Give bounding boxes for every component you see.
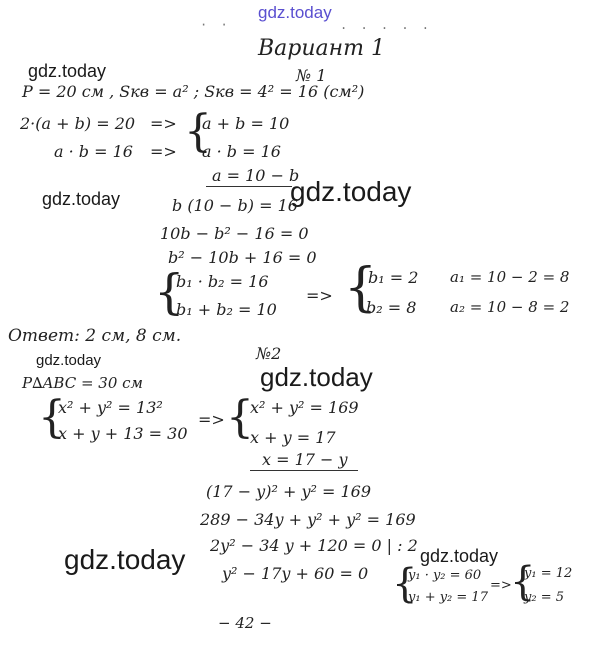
task2-arrow1: => [198, 410, 225, 429]
task2-sys-a: x² + y² = 13² [58, 398, 163, 417]
watermark-1: gdz.today [28, 61, 107, 81]
task1-given: P = 20 см , Sкв = a² ; Sкв = 4² = 16 (см²) [22, 82, 365, 101]
task1-vieta2: b₁ + b₂ = 10 [176, 300, 277, 319]
task2-brace2: { [226, 392, 254, 443]
header-scribble: · · [200, 18, 231, 32]
task1-sub: a = 10 − b [212, 166, 300, 185]
task1-sub-underline [206, 186, 292, 187]
task2-sys2a: x² + y² = 169 [250, 398, 359, 417]
task2-step3: 2y² − 34 y + 120 = 0 | : 2 [210, 536, 418, 555]
task1-sys1b: a · b = 16 [202, 142, 281, 161]
task1-step2: 10b − b² − 16 = 0 [160, 224, 309, 243]
task1-brace2: { [154, 264, 185, 320]
task2-vieta2: y₁ + y₂ = 17 [408, 590, 488, 605]
task1-step1: b (10 − b) = 16 [172, 196, 298, 215]
variant-title: Вариант 1 [258, 36, 385, 61]
task1-answer: Ответ: 2 см, 8 см. [8, 326, 182, 346]
task1-root2: b₂ = 8 [366, 298, 417, 317]
task1-brace3: { [344, 258, 378, 318]
watermark-6: gdz.today [64, 544, 186, 575]
watermark-2: gdz.today [42, 189, 121, 209]
task2-step2: 289 − 34y + y² + y² = 169 [200, 510, 416, 529]
task2-root1: y₁ = 12 [524, 566, 573, 581]
task2-sub: x = 17 − y [262, 450, 348, 469]
task1-sys1a: a + b = 10 [202, 114, 290, 133]
task1-step3: b² − 10b + 16 = 0 [168, 248, 317, 267]
watermark-4: gdz.today [36, 352, 102, 369]
task1-brace1: { [184, 106, 212, 157]
task2-sub-underline [250, 470, 358, 471]
task1-eq1a: 2·(a + b) = 20 [20, 114, 136, 133]
task1-arrow3: => [306, 286, 333, 305]
task1-eq1b: a · b = 16 [54, 142, 133, 161]
task1-vieta1: b₁ · b₂ = 16 [176, 272, 269, 291]
task2-vieta1: y₁ · y₂ = 60 [408, 568, 482, 583]
task1-a2: a₂ = 10 − 8 = 2 [450, 298, 570, 316]
page-number: − 42 − [218, 614, 272, 632]
task2-number: №2 [256, 344, 282, 363]
header-scribble-right: . . . . . [340, 18, 433, 32]
task2-root2: y₂ = 5 [524, 590, 564, 605]
watermark-5: gdz.today [260, 362, 373, 392]
task2-brace3: { [392, 561, 418, 607]
task1-arrow2: => [150, 142, 177, 161]
task2-brace4: { [510, 559, 536, 605]
task2-arrow2: => [490, 578, 512, 593]
watermark-3: gdz.today [290, 176, 412, 207]
task1-a1: a₁ = 10 − 2 = 8 [450, 268, 570, 286]
site-link[interactable]: gdz.today [258, 3, 332, 22]
task2-sys-b: x + y + 13 = 30 [58, 424, 188, 443]
task1-root1: b₁ = 2 [368, 268, 419, 287]
task1-number: № 1 [296, 66, 327, 85]
task2-step4: y² − 17y + 60 = 0 [222, 564, 369, 583]
task2-given: P∆ABC = 30 см [22, 374, 143, 392]
watermark-7: gdz.today [420, 546, 499, 566]
task1-arrow1: => [150, 114, 177, 133]
task2-brace1: { [38, 392, 66, 443]
task2-sys2b: x + y = 17 [250, 428, 336, 447]
task2-step1: (17 − y)² + y² = 169 [206, 482, 372, 501]
